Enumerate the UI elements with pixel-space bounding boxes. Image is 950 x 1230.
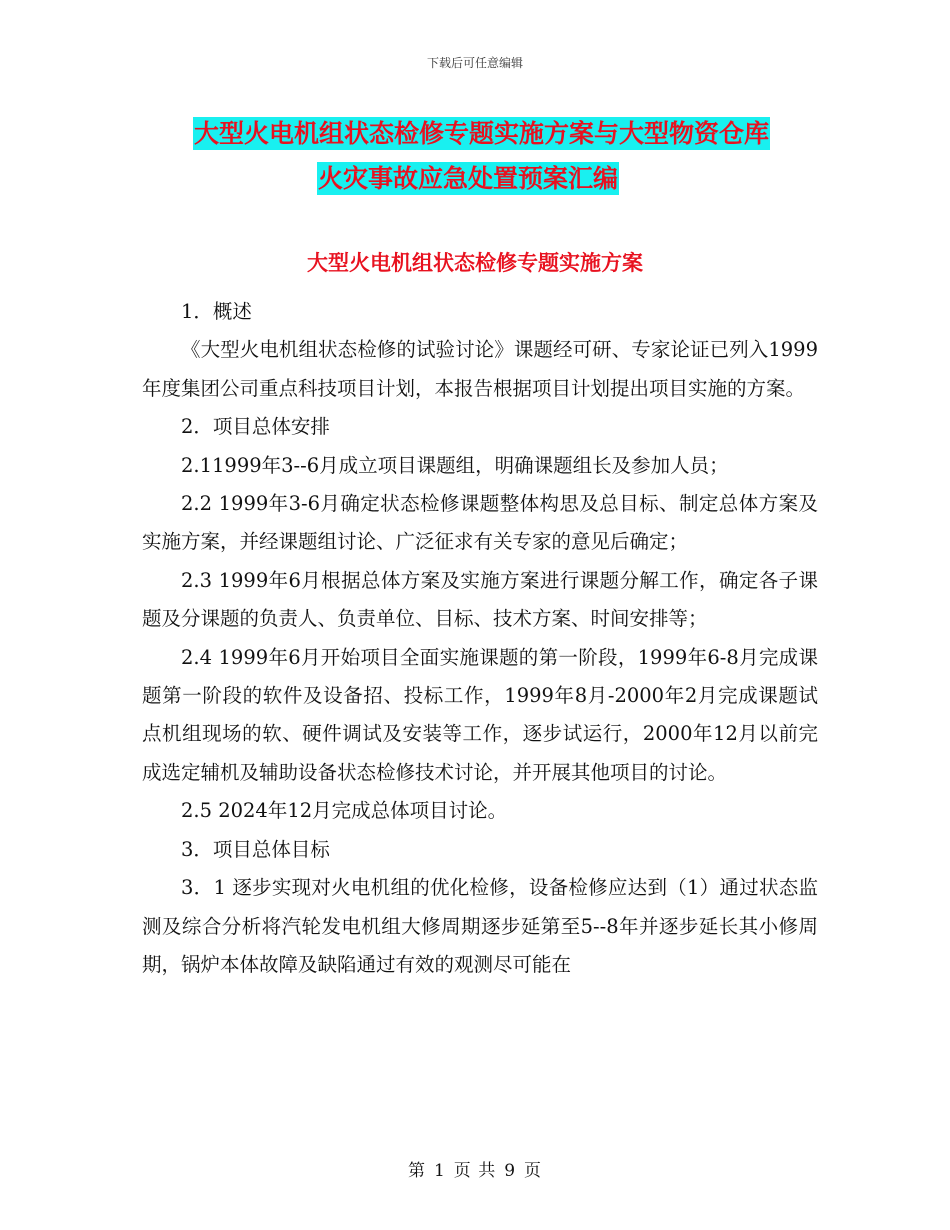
paragraph-schedule-2-2: 2.2 1999年3-6月确定状态检修课题整体构思及总目标、制定总体方案及实施方案，并经课题组讨论、广泛征求有关专家的意见后确定；	[142, 492, 818, 554]
footer-suffix: 页	[524, 1161, 543, 1181]
document-title-line-1	[193, 112, 770, 156]
footer-total-pages: 9	[504, 1161, 517, 1181]
paragraph-schedule-2-4: 2.4 1999年6月开始项目全面实施课题的第一阶段，1999年6-8月完成课题第一阶段的软件及设备招、投标工作，1999年8月-2000年2月完成课题试点机组现场的软、硬件调试及安装等工作，逐步试运行，2000年12月以前完成选定辅机及辅助设备状态检修技术讨论，并开展其他项目的讨论。	[142, 645, 818, 784]
section-title: 大型火电机组状态检修专题实施方案	[307, 251, 643, 275]
document-title-line-2	[317, 157, 619, 201]
paragraph-overview-heading: 1．概述	[181, 300, 252, 323]
paragraph-goals-3-1: 3．1 逐步实现对火电机组的优化检修，设备检修应达到（1）通过状态监测及综合分析将汽轮发电机组大修周期逐步延第至5--8年并逐步延长其小修周期，锅炉本体故障及缺陷通过有效的观测尽可能在	[142, 876, 818, 976]
document-title-line-1-text: 大型火电机组状态检修专题实施方案与大型物资仓库	[194, 119, 770, 148]
paragraph-schedule-heading: 2．项目总体安排	[181, 415, 330, 439]
footer-page-number: 1	[433, 1161, 446, 1181]
paragraph-schedule-2-3: 2.3 1999年6月根据总体方案及实施方案进行课题分解工作，确定各子课题及分课题的负责人、负责单位、目标、技术方案、时间安排等；	[142, 568, 818, 631]
footer-middle: 页 共	[453, 1161, 497, 1181]
body-text	[142, 293, 818, 984]
document-title-line-2-text: 火灾事故应急处置预案汇编	[318, 164, 619, 193]
paragraph-overview: 《大型火电机组状态检修的试验讨论》课题经可研、专家论证已列入1999年度集团公司重点科技项目计划，本报告根据项目计划提出项目实施的方案。	[142, 338, 818, 400]
paragraph-schedule-2-5: 2.5 2024年12月完成总体项目讨论。	[181, 799, 508, 823]
paragraph-goals-heading: 3．项目总体目标	[181, 837, 330, 861]
header-note: 下载后可任意编辑	[426, 56, 523, 70]
paragraph-schedule-2-1: 2.11999年3--6月成立项目课题组，明确课题组长及参加人员；	[181, 453, 729, 477]
page-footer	[0, 1156, 950, 1181]
footer-prefix: 第	[407, 1161, 426, 1181]
